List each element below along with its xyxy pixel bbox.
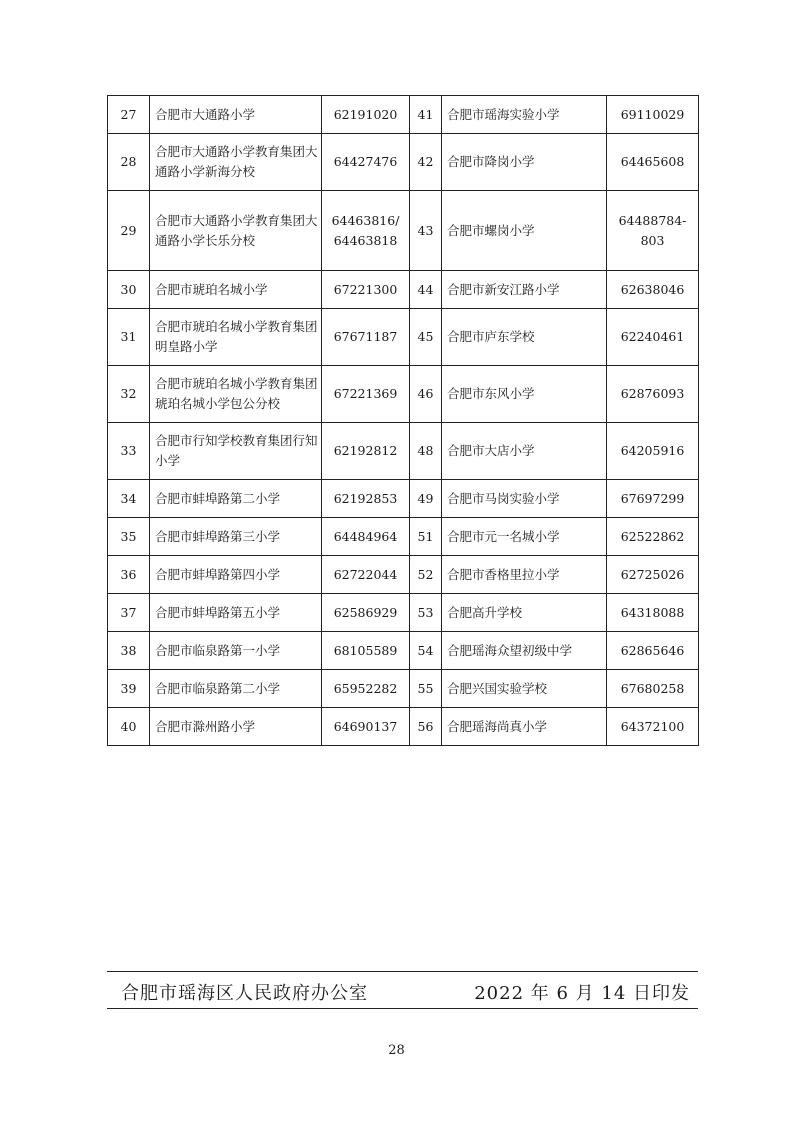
- school-name-cell: 合肥市元一名城小学: [442, 518, 607, 556]
- school-name-cell: 合肥市大通路小学教育集团大通路小学新海分校: [150, 134, 322, 191]
- school-name-cell: 合肥市滁州路小学: [150, 708, 322, 746]
- school-name-cell: 合肥市瑶海实验小学: [442, 96, 607, 134]
- school-name-cell: 合肥市蚌埠路第四小学: [150, 556, 322, 594]
- table-row: [108, 594, 699, 632]
- school-number-cell: 29: [108, 191, 150, 271]
- school-name-cell: 合肥市琥珀名城小学教育集团琥珀名城小学包公分校: [150, 366, 322, 423]
- school-name-cell: 合肥市蚌埠路第三小学: [150, 518, 322, 556]
- school-number-cell: 36: [108, 556, 150, 594]
- school-number-cell: 32: [108, 366, 150, 423]
- school-name-cell: 合肥市新安江路小学: [442, 271, 607, 309]
- school-name-cell: 合肥市蚌埠路第五小学: [150, 594, 322, 632]
- table-row: [108, 134, 699, 191]
- table-row: [108, 708, 699, 746]
- phone-cell: 64690137: [322, 708, 410, 746]
- school-name-cell: 合肥市琥珀名城小学教育集团明皇路小学: [150, 309, 322, 366]
- table-row: [108, 518, 699, 556]
- phone-cell: 62191020: [322, 96, 410, 134]
- phone-cell: 62240461: [607, 309, 699, 366]
- phone-cell: 64372100: [607, 708, 699, 746]
- school-contact-table: [107, 95, 699, 746]
- school-name-cell: 合肥市东风小学: [442, 366, 607, 423]
- page-number: 28: [388, 1043, 405, 1058]
- issue-date: 2022 年 6 月 14 日印发: [474, 983, 690, 1004]
- school-name-cell: 合肥市临泉路第二小学: [150, 670, 322, 708]
- phone-cell: 64463816/ 64463818: [322, 191, 410, 271]
- phone-cell: 65952282: [322, 670, 410, 708]
- school-name-cell: 合肥市大通路小学: [150, 96, 322, 134]
- phone-cell: 62725026: [607, 556, 699, 594]
- school-number-cell: 46: [410, 366, 442, 423]
- phone-cell: 62638046: [607, 271, 699, 309]
- school-name-cell: 合肥市马岗实验小学: [442, 480, 607, 518]
- phone-cell: 62192812: [322, 423, 410, 480]
- school-name-cell: 合肥市琥珀名城小学: [150, 271, 322, 309]
- table-body: [108, 96, 699, 746]
- school-number-cell: 45: [410, 309, 442, 366]
- table-row: [108, 96, 699, 134]
- school-name-cell: 合肥市庐东学校: [442, 309, 607, 366]
- phone-cell: 62865646: [607, 632, 699, 670]
- table-row: [108, 423, 699, 480]
- table-row: [108, 366, 699, 423]
- school-name-cell: 合肥市蚌埠路第二小学: [150, 480, 322, 518]
- phone-cell: 67680258: [607, 670, 699, 708]
- school-number-cell: 27: [108, 96, 150, 134]
- school-number-cell: 53: [410, 594, 442, 632]
- school-name-cell: 合肥瑶海众望初级中学: [442, 632, 607, 670]
- phone-cell: 64318088: [607, 594, 699, 632]
- school-number-cell: 51: [410, 518, 442, 556]
- school-number-cell: 41: [410, 96, 442, 134]
- school-number-cell: 55: [410, 670, 442, 708]
- phone-cell: 64465608: [607, 134, 699, 191]
- issuance-footer: [107, 971, 698, 1009]
- school-number-cell: 40: [108, 708, 150, 746]
- phone-cell: 62876093: [607, 366, 699, 423]
- school-number-cell: 43: [410, 191, 442, 271]
- school-number-cell: 30: [108, 271, 150, 309]
- table-row: [108, 556, 699, 594]
- phone-cell: 62192853: [322, 480, 410, 518]
- phone-cell: 67697299: [607, 480, 699, 518]
- issuing-office: 合肥市瑶海区人民政府办公室: [121, 983, 368, 1004]
- school-number-cell: 28: [108, 134, 150, 191]
- school-number-cell: 52: [410, 556, 442, 594]
- phone-cell: 67221300: [322, 271, 410, 309]
- school-name-cell: 合肥高升学校: [442, 594, 607, 632]
- school-number-cell: 39: [108, 670, 150, 708]
- table-row: [108, 309, 699, 366]
- school-number-cell: 54: [410, 632, 442, 670]
- table-row: [108, 632, 699, 670]
- phone-cell: 69110029: [607, 96, 699, 134]
- phone-cell: 62586929: [322, 594, 410, 632]
- phone-cell: 64484964: [322, 518, 410, 556]
- school-name-cell: 合肥市降岗小学: [442, 134, 607, 191]
- table-row: [108, 480, 699, 518]
- phone-cell: 64427476: [322, 134, 410, 191]
- school-number-cell: 35: [108, 518, 150, 556]
- school-number-cell: 56: [410, 708, 442, 746]
- school-number-cell: 31: [108, 309, 150, 366]
- school-name-cell: 合肥市螺岗小学: [442, 191, 607, 271]
- school-number-cell: 49: [410, 480, 442, 518]
- phone-cell: 62522862: [607, 518, 699, 556]
- table-row: [108, 670, 699, 708]
- school-name-cell: 合肥市行知学校教育集团行知小学: [150, 423, 322, 480]
- school-name-cell: 合肥市大店小学: [442, 423, 607, 480]
- school-name-cell: 合肥瑶海尚真小学: [442, 708, 607, 746]
- school-number-cell: 33: [108, 423, 150, 480]
- phone-cell: 67671187: [322, 309, 410, 366]
- school-number-cell: 44: [410, 271, 442, 309]
- phone-cell: 64488784-803: [607, 191, 699, 271]
- school-name-cell: 合肥兴国实验学校: [442, 670, 607, 708]
- school-name-cell: 合肥市大通路小学教育集团大通路小学长乐分校: [150, 191, 322, 271]
- school-number-cell: 42: [410, 134, 442, 191]
- phone-cell: 67221369: [322, 366, 410, 423]
- school-number-cell: 37: [108, 594, 150, 632]
- school-number-cell: 48: [410, 423, 442, 480]
- table-row: [108, 271, 699, 309]
- phone-cell: 68105589: [322, 632, 410, 670]
- phone-cell: 62722044: [322, 556, 410, 594]
- phone-cell: 64205916: [607, 423, 699, 480]
- school-number-cell: 34: [108, 480, 150, 518]
- school-name-cell: 合肥市香格里拉小学: [442, 556, 607, 594]
- school-number-cell: 38: [108, 632, 150, 670]
- school-name-cell: 合肥市临泉路第一小学: [150, 632, 322, 670]
- table-row: [108, 191, 699, 271]
